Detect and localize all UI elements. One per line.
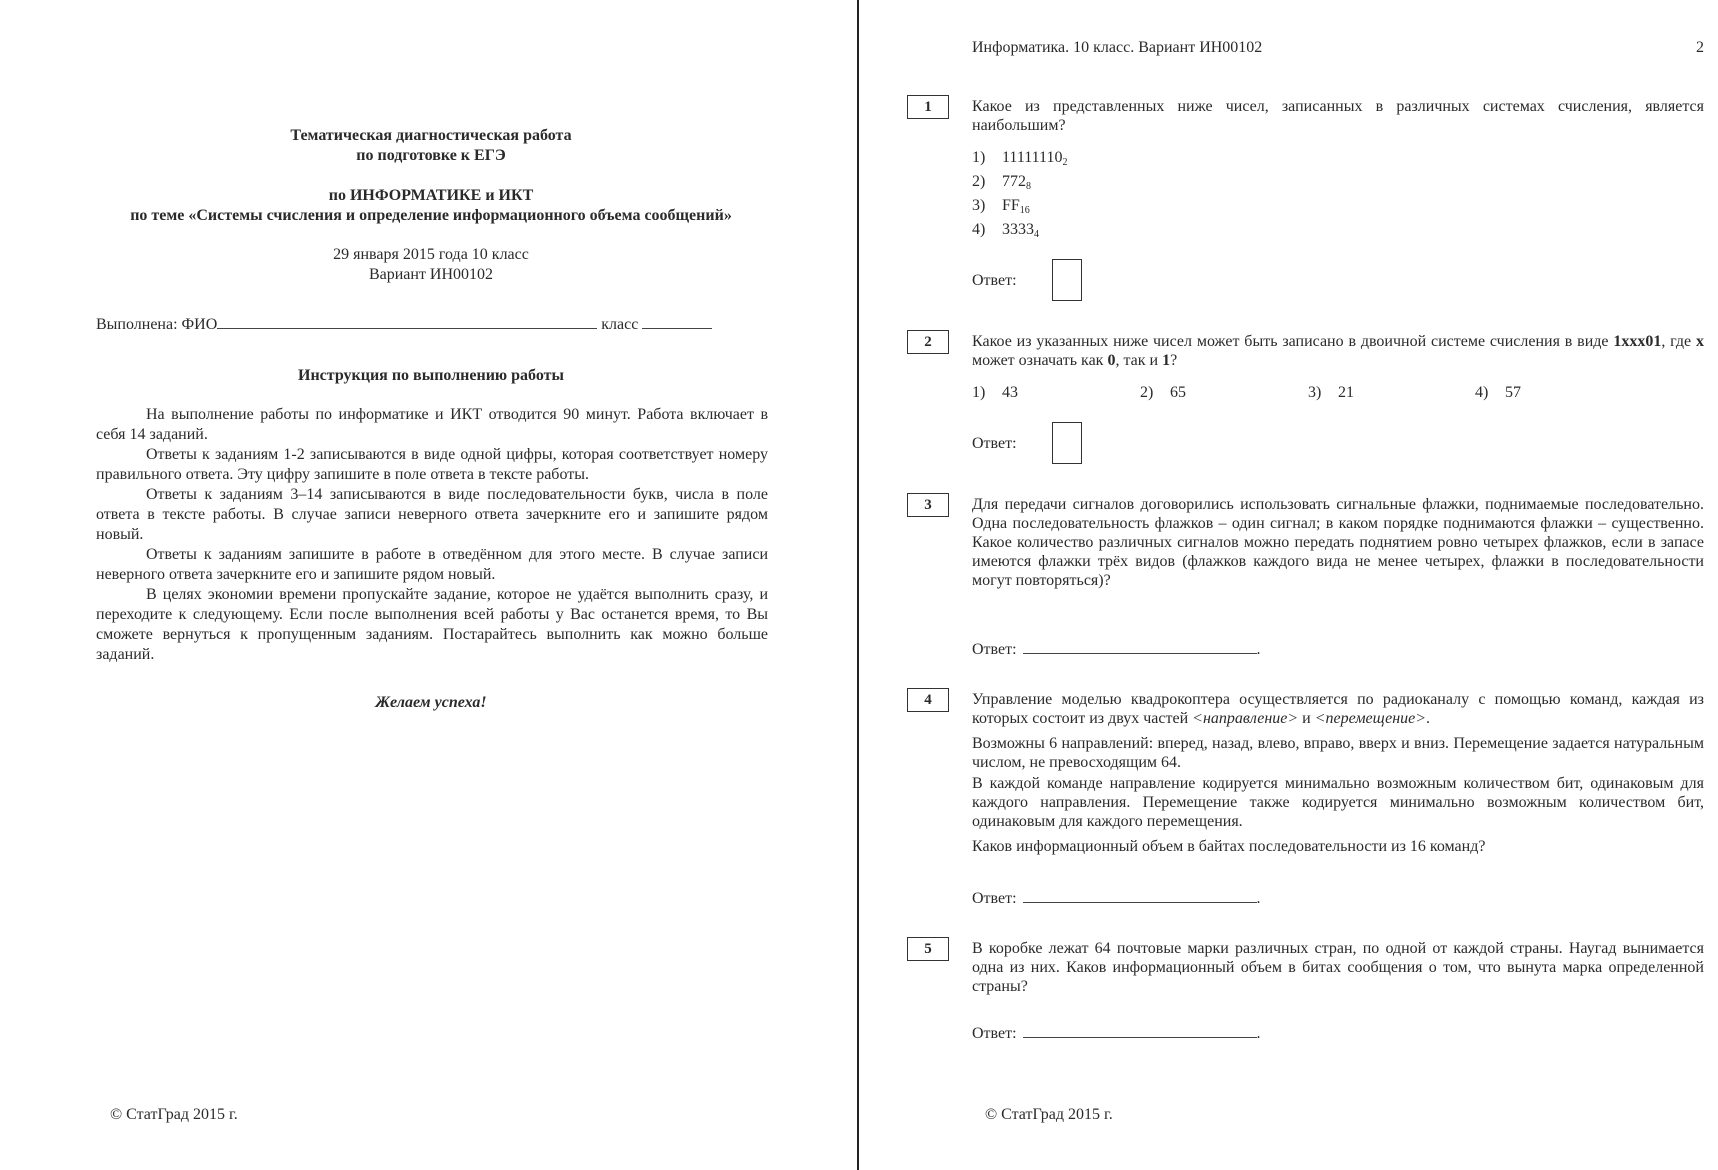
binary-pattern: 1xxx01 — [1613, 333, 1662, 350]
date-block — [90, 245, 772, 285]
theme-line: по теме «Системы счисления и определение информационного объема сообщений» — [130, 207, 732, 224]
option-base: 16 — [1019, 205, 1030, 216]
question-number-5: 5 — [907, 937, 949, 961]
option-number: 4) — [1475, 384, 1489, 401]
right-page — [860, 0, 1718, 1170]
q4-paragraph-4: Каков информационный объем в байтах последовательности из 16 команд? — [972, 838, 1486, 855]
movement-term: <перемещение> — [1314, 710, 1427, 727]
option-number: 3) — [972, 197, 986, 214]
option-number: 4) — [972, 221, 986, 238]
option-value: FF — [1002, 197, 1020, 214]
copyright-right: © СтатГрад 2015 г. — [985, 1106, 1113, 1123]
title-line-1: Тематическая диагностическая работа — [290, 127, 572, 144]
zero-symbol: 0 — [1107, 352, 1116, 369]
option-value: 65 — [1170, 384, 1186, 401]
option-number: 3) — [1308, 384, 1322, 401]
option-base: 8 — [1026, 181, 1031, 192]
q1-option-4 — [972, 220, 1039, 240]
answer-line-row-4: Ответ: . — [972, 890, 1261, 907]
q1-option-1 — [972, 148, 1067, 168]
text-part: Управление моделью квадрокоптера осуществляется по радиоканалу с помощью команд, каждая из которых состоит из двух частей — [972, 691, 1704, 727]
q4-paragraph-3: В каждой команде направление кодируется минимально возможным количеством бит, одинаковым для каждого направления. Перемещение также кодируется минимально возможным количеством бит, одинаковым для каждого перемещения. — [972, 775, 1704, 830]
text-part: . — [1426, 710, 1431, 727]
q2-option-4 — [1475, 383, 1521, 403]
wish-text: Желаем успеха! — [375, 694, 487, 711]
answer-line-row-5: Ответ: . — [972, 1025, 1261, 1042]
variant-line: Вариант ИН00102 — [368, 266, 494, 283]
instruction-paragraph: В целях экономии времени пропускайте задание, которое не удаётся выполнить сразу, и переходите к следующему. Если после выполнения всей работы у Вас останется время, то Вы сможете вернуться к пропущенным заданиям. Постарайтесь выполнить как можно больше заданий. — [96, 586, 768, 663]
fio-label: Выполнена: ФИО — [96, 316, 218, 333]
question-1-text: Какое из представленных ниже чисел, записанных в различных системах счисления, является наибольшим? — [972, 98, 1704, 134]
option-base: 4 — [1034, 229, 1039, 240]
direction-term: <направление> — [1192, 710, 1299, 727]
question-3-text: Для передачи сигналов договорились использовать сигнальные флажки, поднимаемые последовательно. Одна последовательность флажков – один сигнал; в каком порядке поднимаются флажки – существенно. Какое количество различных сигналов можно передать поднятием ровно четырех флажков, если в запасе имеются флажки трёх видов (флажков каждого вида не менее четырех, флажки в последовательности могут повторяться)? — [972, 496, 1704, 589]
answer-line-4[interactable] — [1023, 888, 1257, 903]
option-value: 3333 — [1002, 221, 1034, 238]
instructions-title: Инструкция по выполнению работы — [298, 367, 564, 384]
page-number: 2 — [1696, 39, 1704, 56]
question-number-1: 1 — [907, 95, 949, 119]
text-part: , так и — [1115, 352, 1163, 369]
one-symbol: 1 — [1162, 352, 1171, 369]
question-number-4: 4 — [907, 688, 949, 712]
option-value: 11111110 — [1002, 149, 1063, 166]
answer-label-2: Ответ: — [972, 435, 1017, 452]
class-input-line[interactable] — [642, 314, 712, 329]
question-2-text — [972, 332, 1704, 370]
q2-option-3 — [1308, 383, 1354, 403]
left-page — [0, 0, 858, 1170]
answer-label-3: Ответ: — [972, 641, 1017, 658]
answer-line-5[interactable] — [1023, 1023, 1257, 1038]
date-line: 29 января 2015 года 10 класс — [333, 246, 529, 263]
text-part: может означать как — [972, 352, 1108, 369]
option-value: 21 — [1338, 384, 1354, 401]
answer-box-1[interactable] — [1052, 259, 1082, 301]
option-base: 2 — [1062, 157, 1068, 168]
text-part: Какое из указанных ниже чисел может быть записано в двоичной системе счисления в виде — [972, 333, 1614, 350]
q1-option-2 — [972, 172, 1031, 192]
fio-field[interactable] — [96, 314, 796, 335]
option-value: 43 — [1002, 384, 1018, 401]
option-number: 2) — [1140, 384, 1154, 401]
answer-label-5: Ответ: — [972, 1025, 1017, 1042]
answer-box-2[interactable] — [1052, 422, 1082, 464]
answer-label-4: Ответ: — [972, 890, 1017, 907]
answer-line-row-3: Ответ: . — [972, 641, 1261, 658]
option-number: 1) — [972, 149, 986, 166]
option-number: 2) — [972, 173, 986, 190]
header-title: Информатика. 10 класс. Вариант ИН00102 — [972, 39, 1263, 56]
question-5-text: В коробке лежат 64 почтовые марки различных стран, по одной от каждой страны. Наугад вынимается одна из них. Каков информационный объем в битах сообщения о том, что вынута марка определенной страны? — [972, 940, 1704, 995]
q2-option-1 — [972, 383, 1018, 403]
q4-paragraph-2: Возможны 6 направлений: вперед, назад, влево, вправо, вверх и вниз. Перемещение задается натуральным числом, не превосходящим 64. — [972, 735, 1704, 771]
work-title — [90, 126, 772, 166]
option-value: 772 — [1002, 173, 1026, 190]
title-line-2: по подготовке к ЕГЭ — [356, 147, 506, 164]
instruction-paragraph: Ответы к заданиям запишите в работе в отведённом для этого месте. В случае записи неверного ответа зачеркните его и запишите рядом новый. — [96, 546, 768, 583]
instruction-paragraph: На выполнение работы по информатике и ИКТ отводится 90 минут. Работа включает в себя 14 заданий. — [96, 406, 768, 443]
q1-option-3 — [972, 196, 1030, 216]
subject-title — [90, 186, 772, 226]
q4-paragraph-1 — [972, 690, 1704, 728]
text-part: , где — [1661, 333, 1696, 350]
instructions — [96, 405, 768, 665]
instruction-paragraph: Ответы к заданиям 3–14 записываются в виде последовательности букв, числа в поле ответа в тексте работы. В случае записи неверного ответа зачеркните его и запишите рядом новый. — [96, 486, 768, 543]
text-part: и — [1298, 710, 1315, 727]
option-value: 57 — [1505, 384, 1521, 401]
page-header — [972, 38, 1704, 58]
subject-line: по ИНФОРМАТИКЕ и ИКТ — [328, 187, 534, 204]
answer-line-3[interactable] — [1023, 639, 1257, 654]
text-part: ? — [1170, 352, 1178, 369]
question-4-text — [972, 690, 1704, 862]
option-number: 1) — [972, 384, 986, 401]
answer-label-1: Ответ: — [972, 272, 1017, 289]
instruction-paragraph: Ответы к заданиям 1-2 записываются в виде одной цифры, которая соответствует номеру правильного ответа. Эту цифру запишите в поле ответа в тексте работы. — [96, 446, 768, 483]
fio-input-line[interactable] — [217, 314, 597, 329]
copyright-left: © СтатГрад 2015 г. — [110, 1106, 238, 1123]
q2-option-2 — [1140, 383, 1186, 403]
question-number-3: 3 — [907, 493, 949, 517]
x-symbol: x — [1696, 333, 1704, 350]
question-number-2: 2 — [907, 330, 949, 354]
class-label: класс — [601, 316, 639, 333]
